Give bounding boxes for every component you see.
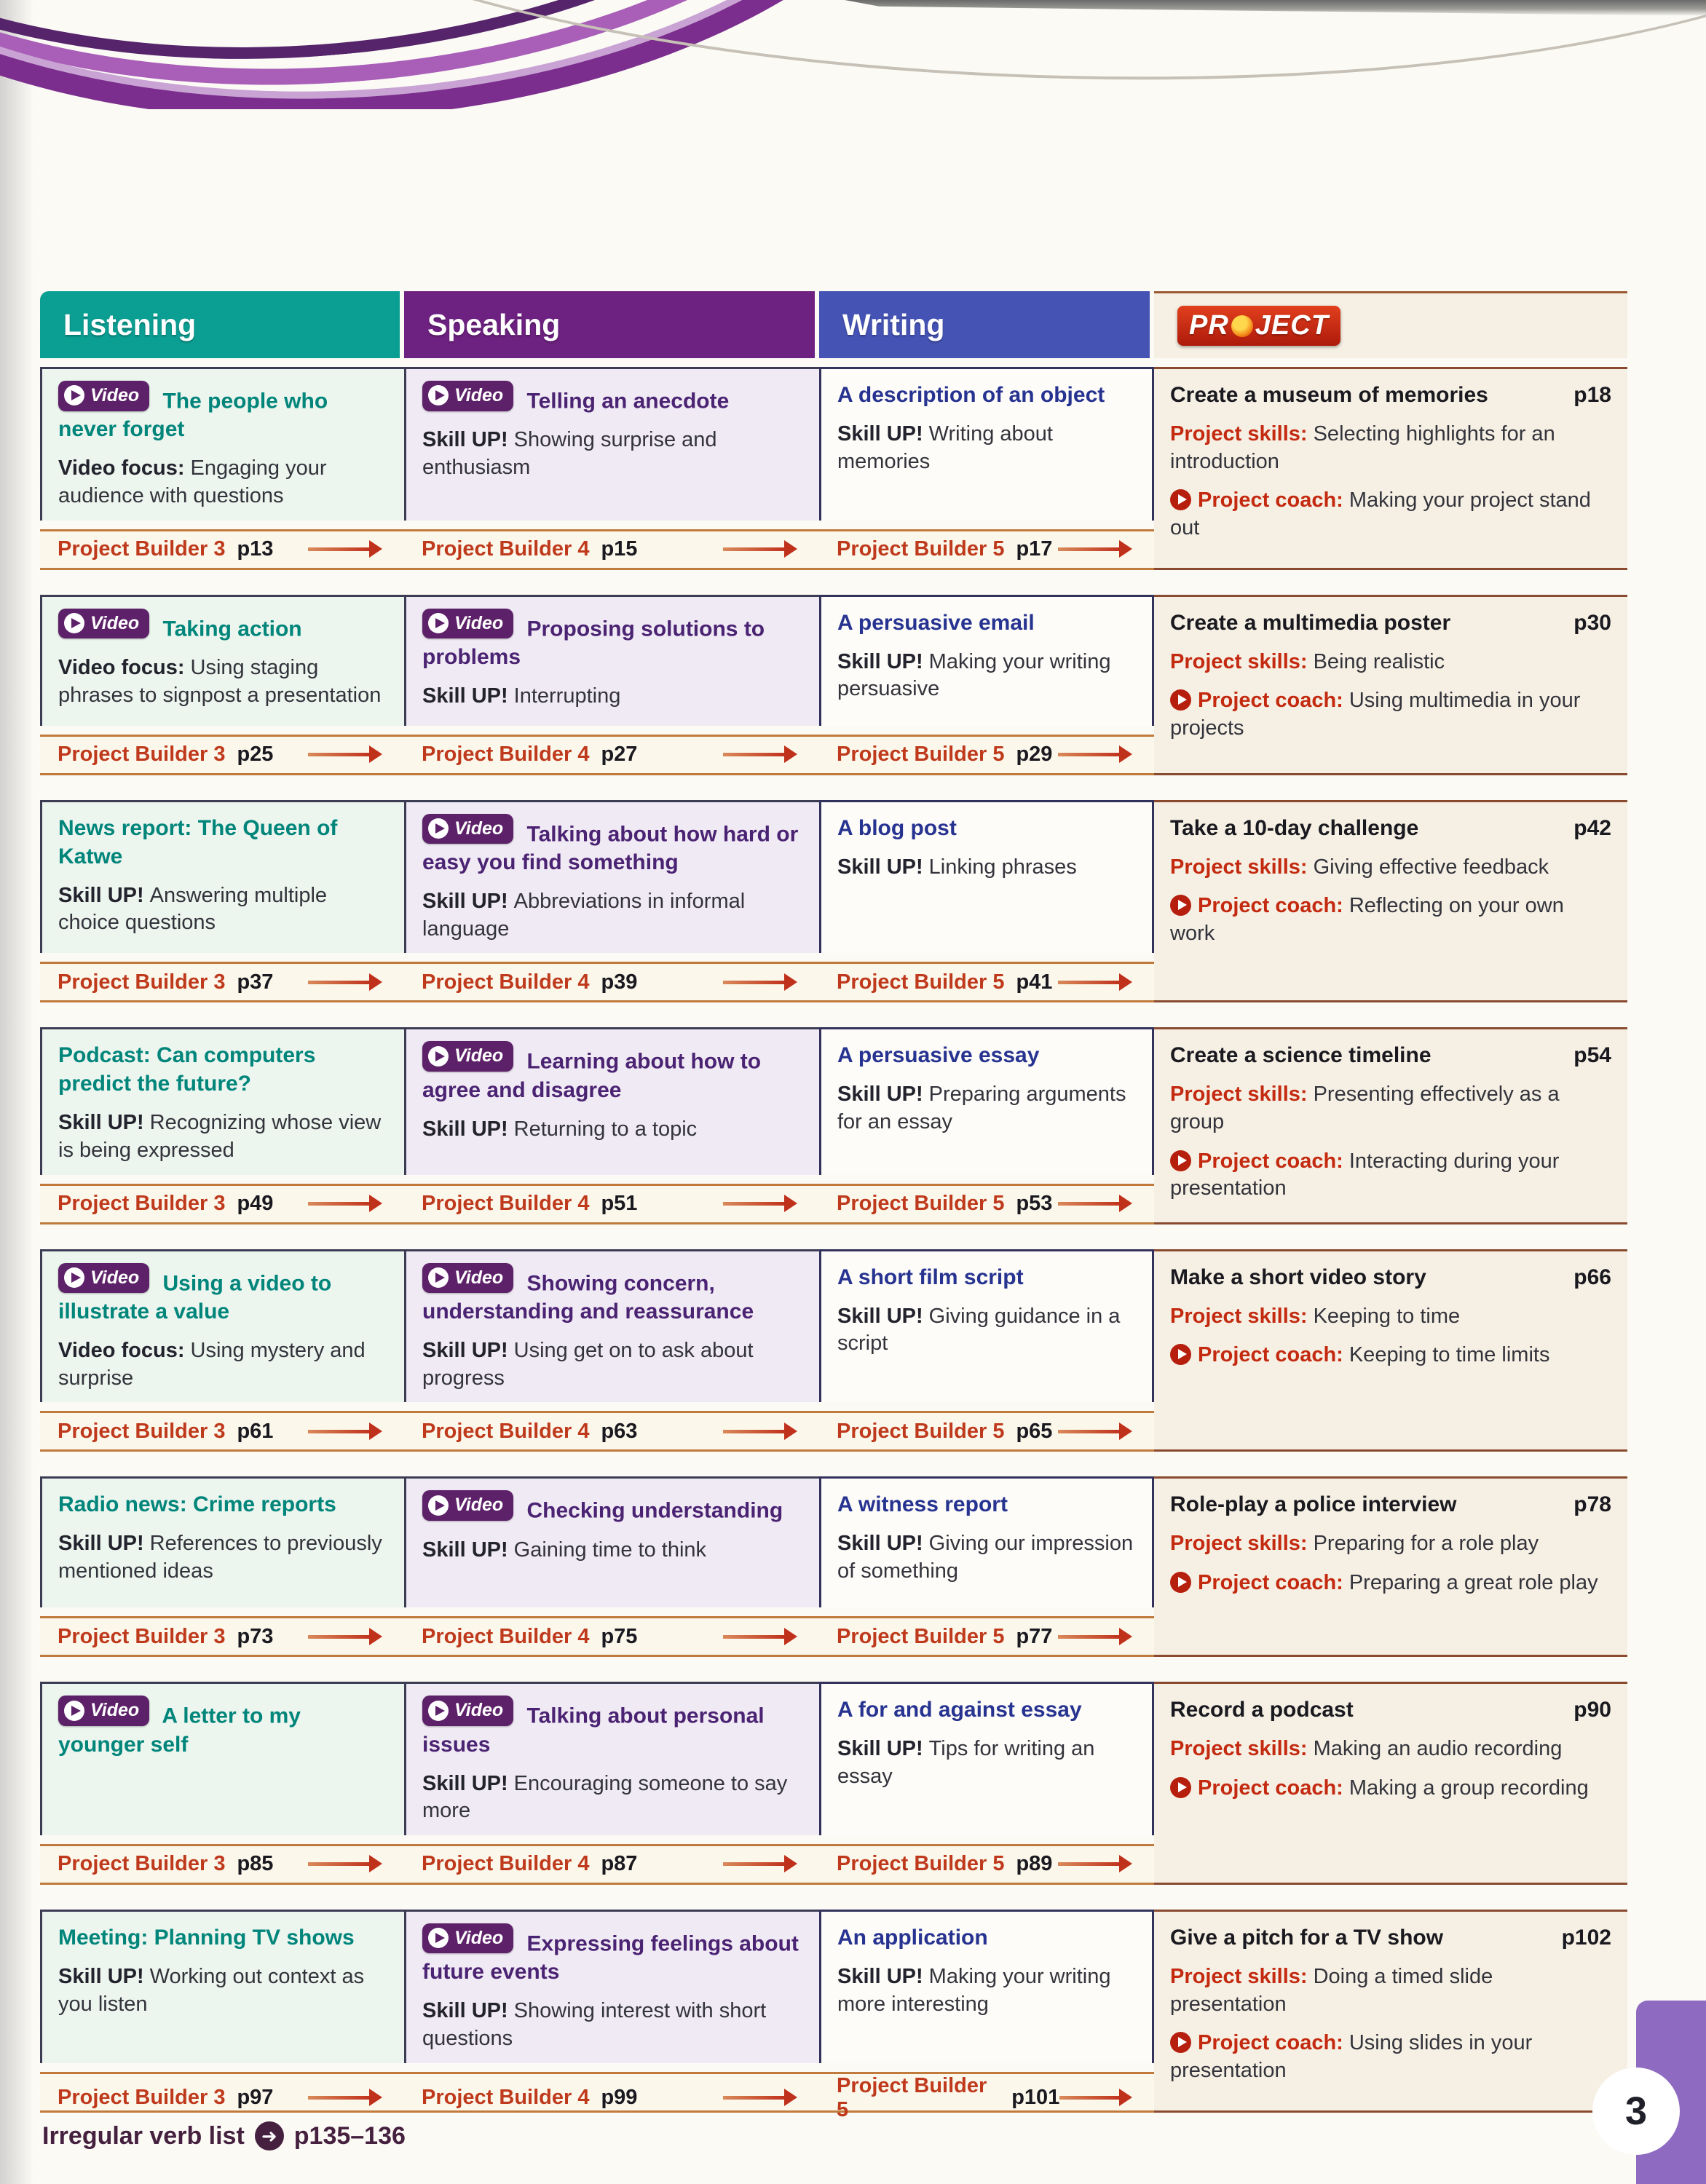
project-cell: [1154, 1249, 1627, 1452]
play-circle-icon: [1170, 895, 1191, 916]
listening-title: Meeting: Planning TV shows: [58, 1925, 355, 1950]
page-number: 3: [1592, 2068, 1680, 2155]
project-builder-4: Project Builder 4 p15: [404, 531, 819, 568]
writing-title: A witness report: [837, 1492, 1008, 1517]
speaking-subtext: Skill UP! Using get on to ask about progress: [422, 1338, 754, 1390]
video-badge: Video: [422, 1263, 513, 1294]
project-coach-line: Project coach: Keeping to time limits: [1170, 1342, 1611, 1369]
listening-cell: [40, 1476, 404, 1607]
footer-pages: p135–136: [293, 2121, 406, 2150]
project-builder-3: Project Builder 3 p73: [40, 1618, 404, 1655]
project-title-row: [1170, 609, 1611, 637]
video-badge: Video: [422, 609, 513, 639]
table-row: [40, 800, 1627, 1003]
table-row: [40, 1910, 1627, 2121]
right-arrow-icon: [1058, 753, 1121, 756]
project-skills-line: Project skills: Being realistic: [1170, 649, 1445, 673]
writing-subtext: Skill UP! Linking phrases: [837, 855, 1077, 879]
right-arrow-icon: [723, 981, 786, 984]
project-builder-5: Project Builder 5 p101: [819, 2074, 1154, 2122]
project-title: Create a science timeline: [1170, 1043, 1431, 1068]
video-badge: Video: [422, 1490, 513, 1521]
column-header-speaking: Speaking: [404, 291, 819, 358]
project-skills-line: Project skills: Doing a timed slide presentation: [1170, 1964, 1493, 2016]
writing-title: A for and against essay: [837, 1698, 1082, 1722]
listening-subtext: Skill UP! Answering multiple choice questions: [58, 883, 328, 935]
play-icon: [428, 1495, 449, 1516]
writing-cell: [819, 1476, 1154, 1607]
listening-subtext: Skill UP! Working out context as you listen: [58, 1964, 365, 2016]
listening-cell: [40, 1682, 404, 1835]
writing-title: An application: [837, 1925, 988, 1950]
writing-title: A description of an object: [837, 383, 1105, 407]
project-page-ref: p42: [1573, 815, 1611, 840]
project-coach-line: Project coach: Using slides in your presentation: [1170, 2031, 1533, 2082]
play-icon: [428, 1267, 449, 1288]
project-title: Take a 10-day challenge: [1170, 815, 1419, 840]
project-builder-strip: [40, 529, 1154, 570]
irregular-verb-footer: [42, 2121, 406, 2151]
listening-title: Radio news: Crime reports: [58, 1492, 336, 1517]
table-row: [40, 595, 1627, 775]
project-builder-5: Project Builder 5 p29: [819, 737, 1154, 773]
right-arrow-icon: [308, 1202, 371, 1206]
video-badge: Video: [422, 381, 513, 411]
project-builder-4: Project Builder 4 p75: [404, 1618, 819, 1655]
speaking-subtext: Skill UP! Encouraging someone to say more: [422, 1771, 788, 1823]
speaking-title: Video Proposing solutions to problems: [422, 609, 803, 671]
project-page-ref: p102: [1561, 1925, 1611, 1950]
listening-cell: [40, 1249, 404, 1403]
speaking-cell: [404, 800, 819, 954]
listening-title: News report: The Queen of Katwe: [58, 815, 338, 869]
writing-cell: [819, 1682, 1154, 1835]
project-builder-4: Project Builder 4 p51: [404, 1186, 819, 1222]
project-title: Give a pitch for a TV show: [1170, 1925, 1444, 1950]
column-header-writing: Writing: [819, 291, 1154, 358]
project-logo: PR JECT: [1177, 306, 1340, 346]
play-icon: [64, 1701, 84, 1721]
play-circle-icon: [1170, 2032, 1191, 2053]
right-arrow-icon: [723, 1862, 786, 1866]
speaking-cell: [404, 1249, 819, 1403]
project-builder-5: Project Builder 5 p41: [819, 964, 1154, 1000]
project-builder-4: Project Builder 4 p99: [404, 2074, 819, 2122]
project-builder-strip: [40, 1616, 1154, 1657]
play-icon: [64, 1267, 84, 1288]
project-title: Make a short video story: [1170, 1265, 1426, 1289]
right-arrow-icon: [308, 981, 371, 984]
project-builder-5: Project Builder 5 p77: [819, 1618, 1154, 1655]
units-container: [40, 367, 1627, 2121]
speaking-cell: [404, 1027, 819, 1174]
speaking-cell: [404, 595, 819, 726]
play-icon: [428, 613, 449, 633]
project-title-row: [1170, 1263, 1611, 1291]
listening-subtext: Video focus: Engaging your audience with questions: [58, 456, 327, 507]
writing-title: A blog post: [837, 815, 957, 840]
project-logo-o-icon: [1231, 315, 1253, 337]
right-arrow-icon: [1058, 547, 1121, 551]
project-title-row: [1170, 1696, 1611, 1724]
right-arrow-icon: [308, 2096, 371, 2100]
writing-cell: [819, 1249, 1154, 1403]
project-title-row: [1170, 814, 1611, 842]
page-gutter-shadow: [0, 0, 33, 2184]
table-row: [40, 1682, 1627, 1885]
writing-subtext: Skill UP! Giving our impression of something: [837, 1532, 1134, 1583]
project-builder-5: Project Builder 5 p65: [819, 1413, 1154, 1449]
column-header-project: [1154, 291, 1627, 358]
project-page-ref: p30: [1573, 610, 1611, 635]
writing-subtext: Skill UP! Writing about memories: [837, 422, 1053, 473]
video-badge: Video: [58, 609, 149, 639]
right-arrow-icon: [308, 1635, 371, 1639]
table-row: [40, 367, 1627, 570]
project-title: Create a museum of memories: [1170, 383, 1488, 407]
column-header-row: [40, 291, 1627, 358]
project-builder-3: Project Builder 3 p13: [40, 531, 404, 568]
project-page-ref: p90: [1573, 1698, 1611, 1722]
project-cell: [1154, 595, 1627, 775]
project-builder-3: Project Builder 3 p25: [40, 737, 404, 773]
table-row: [40, 1249, 1627, 1452]
speaking-cell: [404, 1910, 819, 2063]
listening-subtext: Video focus: Using mystery and surprise: [58, 1338, 366, 1390]
writing-title: A short film script: [837, 1265, 1024, 1289]
video-badge: Video: [422, 1923, 513, 1954]
speaking-subtext: Skill UP! Showing interest with short questions: [422, 1999, 767, 2050]
project-skills-line: Project skills: Preparing for a role play: [1170, 1532, 1539, 1556]
writing-subtext: Skill UP! Making your writing persuasive: [837, 649, 1111, 701]
play-circle-icon: [1170, 1344, 1191, 1365]
right-arrow-icon: [723, 547, 786, 551]
listening-cell: [40, 1910, 404, 2063]
listening-subtext: Video focus: Using staging phrases to signpost a presentation: [58, 655, 382, 707]
play-circle-icon: [1170, 1150, 1191, 1171]
project-title-row: [1170, 1490, 1611, 1519]
writing-title: A persuasive email: [837, 610, 1035, 635]
speaking-title: Video Learning about how to agree and disagree: [422, 1041, 803, 1104]
play-icon: [428, 1928, 449, 1948]
project-coach-line: Project coach: Making your project stand out: [1170, 488, 1591, 540]
right-arrow-icon: [723, 2096, 786, 2100]
project-builder-5: Project Builder 5 p53: [819, 1186, 1154, 1222]
project-title-row: [1170, 1041, 1611, 1069]
writing-subtext: Skill UP! Making your writing more interesting: [837, 1964, 1111, 2016]
right-arrow-icon: [308, 1862, 371, 1866]
forward-arrow-icon: ➜: [255, 2121, 284, 2151]
right-arrow-icon: [723, 753, 786, 756]
footer-label: Irregular verb list: [42, 2121, 245, 2150]
column-header-listening: Listening: [40, 291, 404, 358]
right-arrow-icon: [1058, 1862, 1121, 1866]
project-page-ref: p54: [1573, 1043, 1611, 1068]
right-arrow-icon: [1058, 981, 1121, 984]
speaking-subtext: Skill UP! Showing surprise and enthusiasm: [422, 428, 717, 479]
speaking-cell: [404, 1476, 819, 1607]
project-builder-3: Project Builder 3 p97: [40, 2074, 404, 2122]
project-skills-line: Project skills: Keeping to time: [1170, 1304, 1461, 1328]
project-builder-3: Project Builder 3 p49: [40, 1186, 404, 1222]
speaking-title: Video Checking understanding: [422, 1490, 803, 1524]
scope-and-sequence-table: [40, 291, 1627, 2137]
project-builder-4: Project Builder 4 p63: [404, 1413, 819, 1449]
right-arrow-icon: [1058, 1430, 1121, 1433]
writing-cell: [819, 1910, 1154, 2063]
writing-cell: [819, 367, 1154, 521]
right-arrow-icon: [308, 753, 371, 756]
project-builder-3: Project Builder 3 p85: [40, 1846, 404, 1883]
writing-cell: [819, 595, 1154, 726]
project-cell: [1154, 1476, 1627, 1657]
project-builder-5: Project Builder 5 p89: [819, 1846, 1154, 1883]
writing-cell: [819, 1027, 1154, 1174]
play-circle-icon: [1170, 1572, 1191, 1593]
project-coach-line: Project coach: Reflecting on your own work: [1170, 894, 1564, 945]
right-arrow-icon: [1058, 1635, 1121, 1639]
listening-cell: [40, 1027, 404, 1174]
play-icon: [428, 385, 449, 405]
project-builder-strip: [40, 735, 1154, 775]
project-page-ref: p78: [1573, 1492, 1611, 1517]
project-page-ref: p18: [1573, 383, 1611, 407]
listening-cell: [40, 367, 404, 521]
listening-title: Video Using a video to illustrate a value: [58, 1263, 388, 1326]
video-badge: Video: [422, 1696, 513, 1726]
page-top-edge-shadow: [845, 0, 1706, 16]
listening-cell: [40, 800, 404, 954]
project-coach-line: Project coach: Preparing a great role play: [1170, 1570, 1611, 1597]
speaking-title: Video Expressing feelings about future events: [422, 1923, 803, 1986]
right-arrow-icon: [308, 1430, 371, 1433]
listening-subtext: Skill UP! References to previously mentioned ideas: [58, 1532, 382, 1583]
project-cell: [1154, 800, 1627, 1003]
speaking-title: Video Talking about how hard or easy you find something: [422, 814, 803, 877]
video-badge: Video: [58, 1696, 149, 1726]
writing-cell: [819, 800, 1154, 954]
video-badge: Video: [422, 814, 513, 844]
listening-title: Video A letter to my younger self: [58, 1696, 388, 1758]
project-title: Record a podcast: [1170, 1698, 1354, 1722]
play-circle-icon: [1170, 489, 1191, 510]
project-builder-strip: [40, 962, 1154, 1002]
speaking-subtext: Skill UP! Abbreviations in informal language: [422, 889, 746, 941]
project-builder-4: Project Builder 4 p39: [404, 964, 819, 1000]
speaking-subtext: Skill UP! Interrupting: [422, 684, 621, 708]
speaking-cell: [404, 1682, 819, 1835]
project-title: Create a multimedia poster: [1170, 610, 1451, 635]
project-skills-line: Project skills: Making an audio recording: [1170, 1737, 1563, 1761]
project-coach-line: Project coach: Using multimedia in your projects: [1170, 689, 1581, 740]
play-icon: [428, 818, 449, 839]
table-row: [40, 1027, 1627, 1224]
project-title-row: [1170, 1923, 1611, 1952]
project-coach-line: Project coach: Making a group recording: [1170, 1775, 1611, 1803]
play-circle-icon: [1170, 689, 1191, 711]
writing-title: A persuasive essay: [837, 1043, 1040, 1068]
speaking-title: Video Showing concern, understanding and reassurance: [422, 1263, 803, 1326]
listening-subtext: Skill UP! Recognizing whose view is being expressed: [58, 1111, 382, 1162]
listening-title: Video Taking action: [58, 609, 388, 643]
right-arrow-icon: [308, 547, 371, 551]
table-row: [40, 1476, 1627, 1657]
speaking-title: Video Talking about personal issues: [422, 1696, 803, 1758]
project-cell: [1154, 1027, 1627, 1224]
writing-subtext: Skill UP! Tips for writing an essay: [837, 1737, 1095, 1788]
right-arrow-icon: [1059, 2096, 1121, 2100]
play-icon: [64, 613, 84, 633]
speaking-subtext: Skill UP! Returning to a topic: [422, 1117, 698, 1141]
right-arrow-icon: [723, 1430, 786, 1433]
project-skills-line: Project skills: Presenting effectively as a group: [1170, 1083, 1560, 1133]
video-badge: Video: [58, 381, 149, 411]
right-arrow-icon: [723, 1635, 786, 1639]
video-badge: Video: [422, 1041, 513, 1072]
listening-cell: [40, 595, 404, 726]
right-arrow-icon: [1058, 1202, 1121, 1206]
project-builder-4: Project Builder 4 p87: [404, 1846, 819, 1883]
right-arrow-icon: [723, 1202, 786, 1206]
play-icon: [428, 1701, 449, 1721]
project-cell: [1154, 1910, 1627, 2113]
project-skills-line: Project skills: Selecting highlights for an introduction: [1170, 422, 1555, 473]
page-curl-line: [183, 0, 1706, 101]
project-builder-5: Project Builder 5 p17: [819, 531, 1154, 568]
project-builder-3: Project Builder 3 p37: [40, 964, 404, 1000]
project-builder-3: Project Builder 3 p61: [40, 1413, 404, 1449]
project-skills-line: Project skills: Giving effective feedback: [1170, 855, 1549, 879]
listening-title: Podcast: Can computers predict the future?: [58, 1043, 316, 1096]
cover-swirl-decoration: [0, 0, 910, 109]
project-builder-strip: [40, 1184, 1154, 1224]
play-icon: [64, 385, 84, 405]
writing-subtext: Skill UP! Preparing arguments for an essay: [837, 1083, 1126, 1133]
project-builder-strip: [40, 1844, 1154, 1885]
speaking-title: Video Telling an anecdote: [422, 381, 803, 415]
project-cell: [1154, 1682, 1627, 1885]
project-page-ref: p66: [1573, 1265, 1611, 1289]
project-builder-strip: [40, 2072, 1154, 2121]
project-title: Role-play a police interview: [1170, 1492, 1457, 1517]
project-coach-line: Project coach: Interacting during your presentation: [1170, 1149, 1560, 1200]
project-title-row: [1170, 381, 1611, 409]
project-builder-strip: [40, 1411, 1154, 1452]
video-badge: Video: [58, 1263, 149, 1294]
play-circle-icon: [1170, 1777, 1191, 1798]
play-icon: [428, 1046, 449, 1067]
speaking-subtext: Skill UP! Gaining time to think: [422, 1538, 707, 1562]
writing-subtext: Skill UP! Giving guidance in a script: [837, 1304, 1121, 1356]
speaking-cell: [404, 367, 819, 521]
listening-title: Video The people who never forget: [58, 381, 388, 443]
project-builder-4: Project Builder 4 p27: [404, 737, 819, 773]
project-cell: [1154, 367, 1627, 570]
